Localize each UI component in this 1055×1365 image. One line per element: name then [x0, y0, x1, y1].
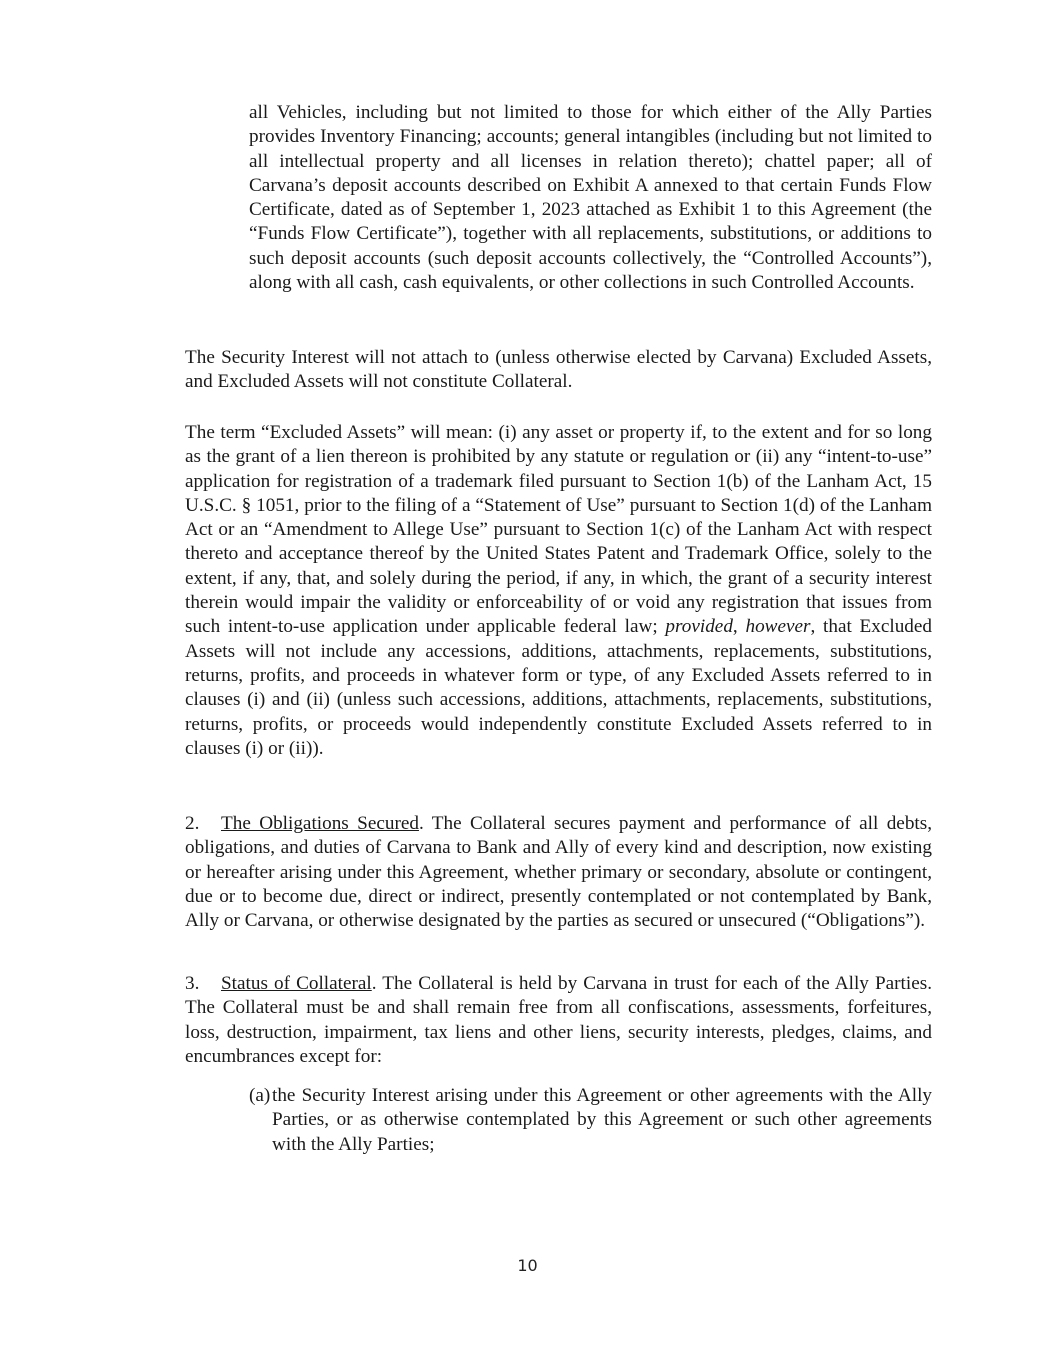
excluded-assets-text-1: The term “Excluded Assets” will mean: (i) any asset or property if, to the extent and for so long as the grant of a lien thereon is prohibited by any statute or regulation or (ii) any “intent-to-use” application for registration of a trademark filed pursuant to Section 1(b) of the Lanham Act, 15 U.S.C. § 1051, prior to the filing of a “Statement of Use” pursuant to Section 1(d) of the Lanham Act or an “Amendment to Allege Use” pursuant to Section 1(c) of the Lanham Act with respect thereto and acceptance thereof by the United States Patent and Trademark Office, solely to the extent, if any, that, and solely during the period, if any, in which, the grant of a security interest therein would impair the validity or enforceability of or void any registration that issues from such intent-to-use application under applicable federal law;: [185, 422, 932, 638]
list-item-a: [249, 1084, 932, 1157]
section-3-status-of-collateral: [185, 972, 932, 1069]
section-2-obligations-secured: [185, 812, 932, 933]
however-italic: however: [745, 616, 811, 638]
section-body: . The Collateral is held by Carvana in trust for each of the Ally Parties. The Collateral must be and shall remain free from all confiscations, assessments, forfeitures, loss, destruction, impairment, tax liens and other liens, security interests, pledges, claims, and encumbrances except for:: [185, 973, 932, 1067]
page-number: 10: [517, 1256, 538, 1275]
security-interest-paragraph: The Security Interest will not attach to (unless otherwise elected by Carvana) Excluded Assets, and Excluded Assets will not constitute Collateral.: [185, 347, 932, 393]
list-item-text: the Security Interest arising under this Agreement or other agreements with the Ally Parties, or as otherwise contemplated by this Agreement or such other agreements with the Ally Parties;: [272, 1085, 932, 1155]
section-heading: The Obligations Secured: [221, 813, 419, 834]
section-heading: Status of Collateral: [221, 973, 372, 994]
collateral-description-paragraph: all Vehicles, including but not limited to those for which either of the Ally Parties provides Inventory Financing; accounts; general intangibles (including but not limited to all intellectual property and all licenses in relation thereto); chattel paper; all of Carvana’s deposit accounts described on Exhibit A annexed to that certain Funds Flow Certificate, dated as of September 1, 2023 attached as Exhibit 1 to this Agreement (the “Funds Flow Certificate”), together with all replacements, substitutions, or additions to such deposit accounts (such deposit accounts collectively, the “Controlled Accounts”), along with all cash, cash equivalents, or other collections in such Controlled Accounts.: [249, 102, 932, 294]
excluded-assets-paragraph: [185, 421, 932, 761]
section-number: 2.: [185, 813, 200, 834]
excluded-assets-text-2: , that Excluded Assets will not include any accessions, additions, attachments, replacements, substitutions, returns, profits, and proceeds in whatever form or type, of any Excluded Assets referred to in clauses (i) and (ii) (unless such accessions, additions, attachments, replacements, substitutions, returns, profits, or proceeds would independently constitute Excluded Assets referred to in clauses (i) or (ii)).: [185, 616, 932, 759]
section-number: 3.: [185, 973, 200, 994]
section-body: . The Collateral secures payment and performance of all debts, obligations, and duties of Carvana to Bank and Ally of every kind and description, now existing or hereafter arising under this Agreement, whether primary or secondary, absolute or contingent, due or to become due, direct or indirect, presently contemplated or not contemplated by Bank, Ally or Carvana, or otherwise designated by the parties as secured or unsecured (“Obligations”).: [185, 813, 933, 932]
list-marker: (a): [249, 1085, 271, 1106]
provided-italic: provided: [665, 616, 733, 638]
comma-separator: ,: [732, 616, 746, 638]
